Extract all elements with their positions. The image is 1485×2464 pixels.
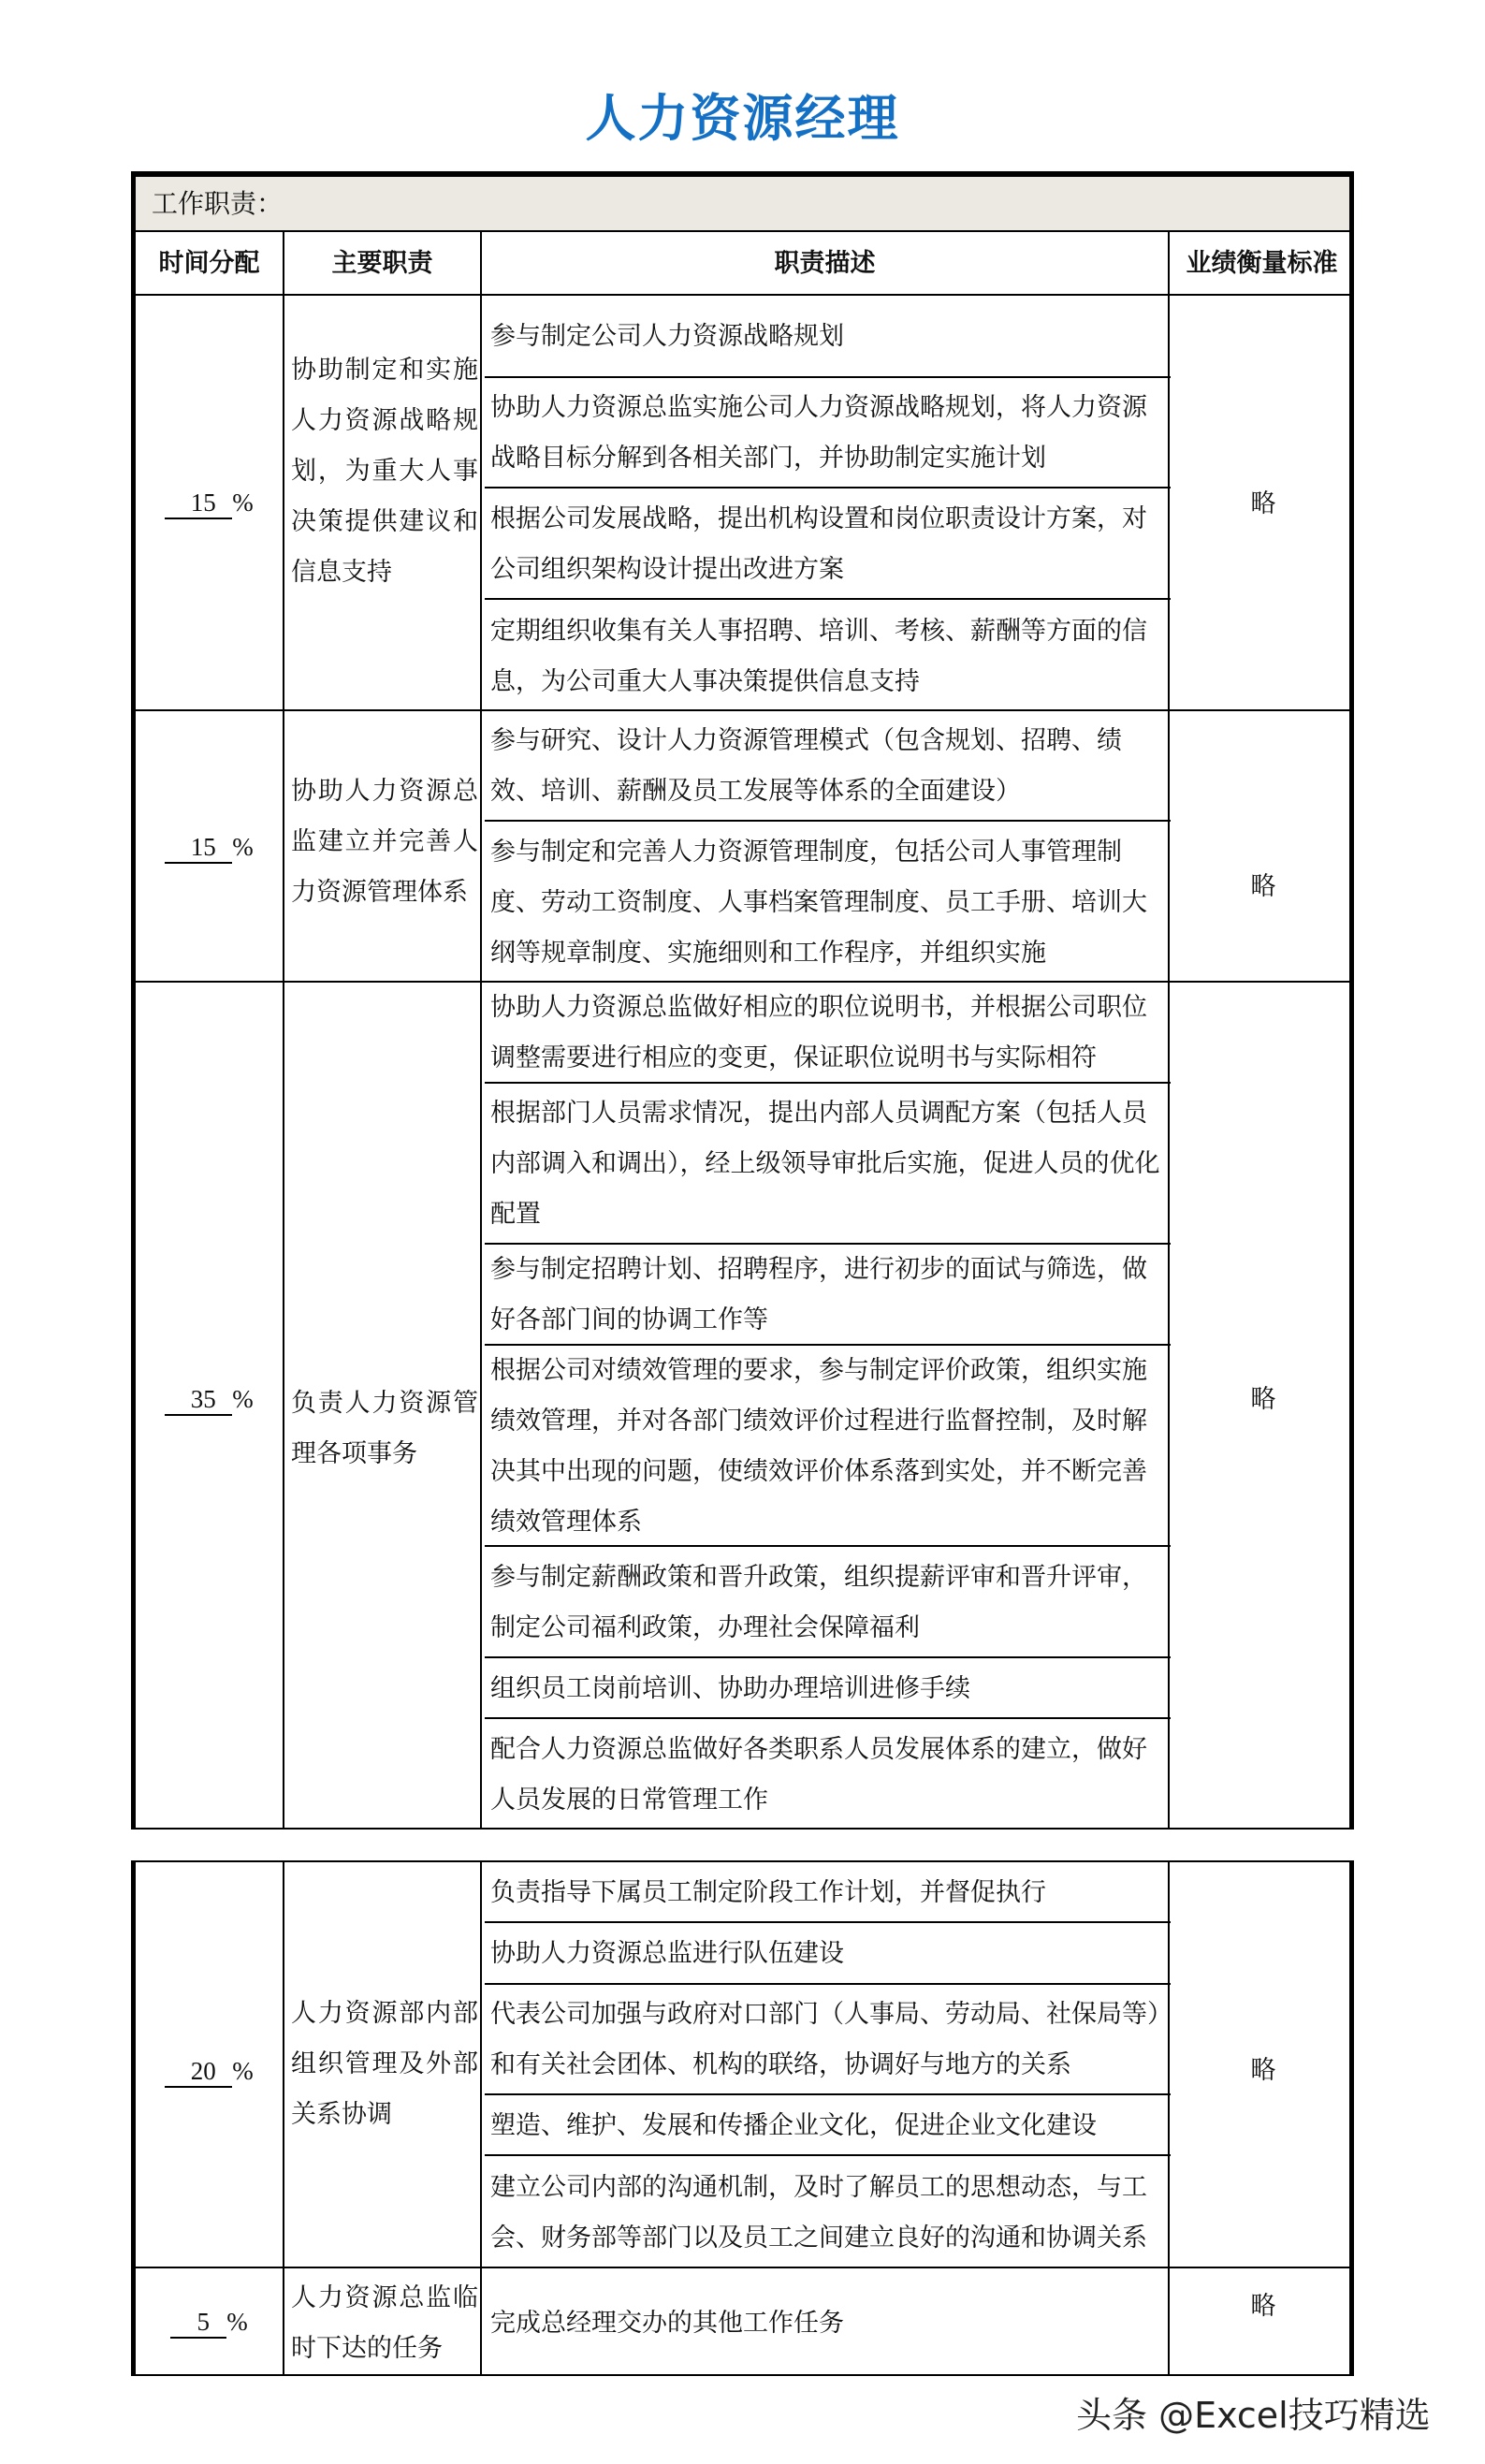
page-title: 人力资源经理 bbox=[585, 89, 900, 148]
main-duty: 协助制定和实施人力资源战略规划，为重大人事决策提供建议和信息支持 bbox=[291, 356, 478, 586]
description-item: 塑造、维护、发展和传播企业文化，促进企业文化建设 bbox=[485, 2095, 1171, 2156]
time-allocation: 5 % bbox=[136, 2308, 283, 2339]
duty-block bbox=[136, 711, 1349, 983]
column-header-description: 职责描述 bbox=[774, 249, 876, 277]
duty-block bbox=[136, 983, 1349, 1830]
description-item: 组织员工岗前培训、协助办理培训进修手续 bbox=[485, 1658, 1171, 1719]
description-item: 负责指导下属员工制定阶段工作计划，并督促执行 bbox=[485, 1862, 1171, 1923]
description-item: 定期组织收集有关人事招聘、培训、考核、薪酬等方面的信息，为公司重大人事决策提供信息支持 bbox=[490, 616, 1147, 695]
description-item: 根据公司发展战略，提出机构设置和岗位职责设计方案，对公司组织架构设计提出改进方案 bbox=[485, 488, 1171, 600]
description-item: 参与研究、设计人力资源管理模式（包含规划、招聘、绩效、培训、薪酬及员工发展等体系的全面建设） bbox=[485, 711, 1171, 822]
description-item: 根据公司对绩效管理的要求，参与制定评价政策，组织实施绩效管理，并对各部门绩效评价过程进行监督控制，及时解决其中出现的问题，使绩效评价体系落到实处，并不断完善绩效管理体系 bbox=[485, 1346, 1171, 1547]
duty-block bbox=[136, 1862, 1349, 2268]
column-divider bbox=[1168, 232, 1170, 296]
main-duty: 人力资源总监临时下达的任务 bbox=[291, 2283, 478, 2362]
section-header: 工作职责： bbox=[136, 177, 1349, 232]
performance-standard: 略 bbox=[1250, 489, 1276, 518]
description-item: 参与制定公司人力资源战略规划 bbox=[485, 296, 1171, 378]
time-allocation: 15 % bbox=[136, 488, 283, 519]
column-divider bbox=[480, 232, 482, 296]
description-item: 协助人力资源总监进行队伍建设 bbox=[485, 1923, 1171, 1985]
performance-standard: 略 bbox=[1250, 872, 1276, 900]
main-duty: 负责人力资源管理各项事务 bbox=[291, 1389, 478, 1467]
performance-standard: 略 bbox=[1250, 1385, 1276, 1413]
description-item: 建立公司内部的沟通机制，及时了解员工的思想动态，与工会、财务部等部门以及员工之间建立良好的沟通和协调关系 bbox=[490, 2173, 1147, 2252]
percent-value: 20 bbox=[165, 2057, 232, 2088]
description-item: 参与制定薪酬政策和晋升政策，组织提薪评审和晋升评审，制定公司福利政策，办理社会保障福利 bbox=[485, 1547, 1171, 1658]
percent-value: 35 bbox=[165, 1385, 232, 1416]
description-list bbox=[485, 1862, 1171, 2267]
description-list bbox=[485, 2268, 1171, 2376]
description-item: 完成总经理交办的其他工作任务 bbox=[490, 2308, 844, 2337]
column-header-duty: 主要职责 bbox=[331, 249, 433, 277]
description-item: 根据部门人员需求情况，提出内部人员调配方案（包括人员内部调入和调出），经上级领导审批后实施，促进人员的优化配置 bbox=[485, 1084, 1171, 1245]
description-item: 参与制定和完善人力资源管理制度，包括公司人事管理制度、劳动工资制度、人事档案管理制度、员工手册、培训大纲等规章制度、实施细则和工作程序，并组织实施 bbox=[490, 838, 1147, 967]
column-header-time: 时间分配 bbox=[158, 249, 260, 277]
description-list bbox=[485, 983, 1171, 1830]
description-list bbox=[485, 296, 1171, 709]
percent-value: 5 bbox=[170, 2308, 226, 2339]
duties-table-page-1 bbox=[131, 171, 1354, 1830]
time-allocation: 35 % bbox=[136, 1385, 283, 1416]
description-item: 协助人力资源总监做好相应的职位说明书，并根据公司职位调整需要进行相应的变更，保证职位说明书与实际相符 bbox=[485, 983, 1171, 1084]
time-allocation: 15 % bbox=[136, 833, 283, 864]
description-item: 参与制定招聘计划、招聘程序，进行初步的面试与筛选，做好各部门间的协调工作等 bbox=[485, 1245, 1171, 1346]
percent-value: 15 bbox=[165, 488, 232, 519]
main-duty: 人力资源部内部组织管理及外部关系协调 bbox=[291, 1999, 478, 2128]
column-header-standard: 业绩衡量标准 bbox=[1186, 249, 1338, 277]
description-list bbox=[485, 711, 1171, 981]
duty-block bbox=[136, 2268, 1349, 2376]
main-duty: 协助人力资源总监建立并完善人力资源管理体系 bbox=[291, 777, 478, 906]
percent-value: 15 bbox=[165, 833, 232, 864]
performance-standard: 略 bbox=[1250, 2292, 1276, 2320]
watermark: 头条 @Excel技巧精选 bbox=[1076, 2395, 1431, 2436]
description-item: 配合人力资源总监做好各类职系人员发展体系的建立，做好人员发展的日常管理工作 bbox=[490, 1735, 1147, 1814]
description-item: 协助人力资源总监实施公司人力资源战略规划，将人力资源战略目标分解到各相关部门，并协助制定实施计划 bbox=[485, 378, 1171, 488]
duty-block bbox=[136, 296, 1349, 711]
description-item: 代表公司加强与政府对口部门（人事局、劳动局、社保局等）和有关社会团体、机构的联络，协调好与地方的关系 bbox=[485, 1985, 1171, 2095]
column-divider bbox=[283, 232, 284, 296]
time-allocation: 20 % bbox=[136, 2057, 283, 2088]
performance-standard: 略 bbox=[1250, 2056, 1276, 2084]
duties-table-page-2 bbox=[131, 1860, 1354, 2376]
